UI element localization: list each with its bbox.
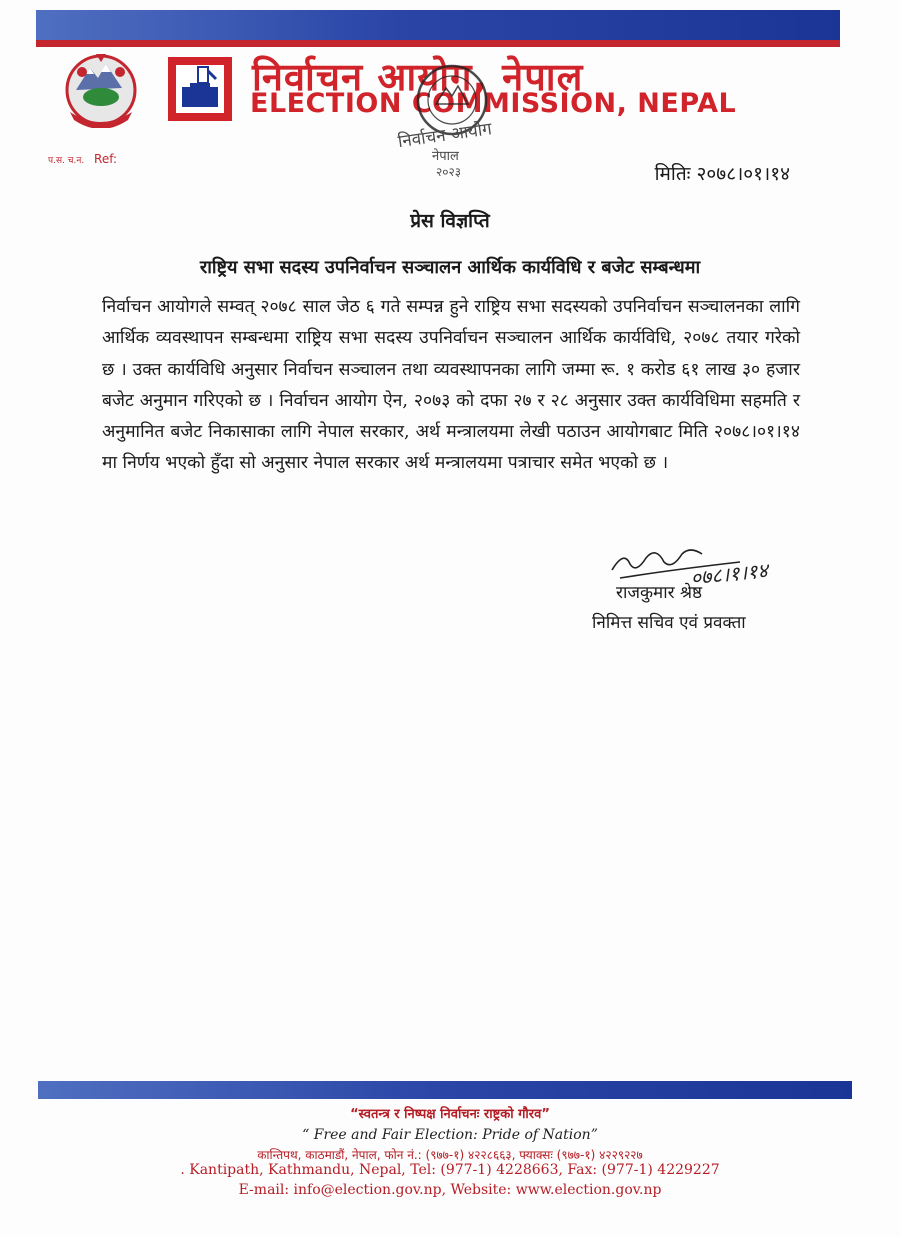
header-blue-band <box>36 10 840 40</box>
signer-name: राजकुमार श्रेष्ठ <box>616 583 703 603</box>
footer-address-nepali: कान्तिपथ, काठमाडौं, नेपाल, फोन नं.: (९७७-१) ४२२८६६३, फ्याक्सः (९७७-१) ४२२९२२७ <box>257 1148 643 1162</box>
press-release-heading: प्रेस विज्ञप्ति <box>410 210 490 232</box>
election-commission-logo <box>168 57 232 121</box>
reference-field <box>48 152 117 166</box>
stamp-line-1: निर्वाचन आयोग <box>396 119 494 153</box>
footer-motto-english: “ Free and Fair Election: Pride of Nation” <box>302 1127 598 1143</box>
subject-line: राष्ट्रिय सभा सदस्य उपनिर्वाचन सञ्चालन आर्थिक कार्यविधि र बजेट सम्बन्धमा <box>199 257 701 278</box>
signature-date: ०७८।१।१४ <box>689 558 769 590</box>
reference-label-english: Ref: <box>94 152 118 166</box>
nepal-emblem-icon <box>60 50 142 128</box>
footer-address-english: . Kantipath, Kathmandu, Nepal, Tel: (977-1) 4228663, Fax: (977-1) 4229227 <box>180 1162 720 1178</box>
footer-contact: E-mail: info@election.gov.np, Website: www.election.gov.np <box>238 1182 662 1198</box>
letterhead-title-nepali: निर्वाचन आयोग, नेपाल <box>252 55 584 99</box>
stamp-line-2: नेपाल <box>432 149 459 164</box>
footer-motto-nepali: “स्वतन्त्र र निष्पक्ष निर्वाचनः राष्ट्रको गौरव” <box>350 1107 550 1122</box>
footer-blue-band <box>38 1081 852 1099</box>
reference-label-nepali: प.स. च.न. <box>48 156 85 166</box>
letterhead-title-english: ELECTION COMMISSION, NEPAL <box>250 88 737 119</box>
signer-title: निमित्त सचिव एवं प्रवक्ता <box>592 613 746 633</box>
header-red-stripe <box>36 40 840 47</box>
official-stamp <box>390 58 510 183</box>
stamp-line-3: २०२३ <box>436 165 461 179</box>
document-date: मितिः २०७८।०१।१४ <box>654 163 790 185</box>
body-paragraph: निर्वाचन आयोगले सम्वत् २०७८ साल जेठ ६ गते सम्पन्न हुने राष्ट्रिय सभा सदस्यको उपनिर्वाचन सञ्चालनका लागि आर्थिक व्यवस्थापन सम्बन्धमा राष्ट्रिय सभा सदस्य उपनिर्वाचन सञ्चालन आर्थिक कार्यविधि, २०७८ तयार गरेको छ । उक्त कार्यविधि अनुसार निर्वाचन सञ्चालन तथा व्यवस्थापनका लागि जम्मा रू. १ करोड ६१ लाख ३० हजार बजेट अनुमान गरिएको छ । निर्वाचन आयोग ऐन, २०७३ को दफा २७ र २८ अनुसार उक्त कार्यविधिमा सहमति र अनुमानित बजेट निकासाका लागि नेपाल सरकार, अर्थ मन्त्रालयमा लेखी पठाउन आयोगबाट मिति २०७८।०१।१४ मा निर्णय भएको हुँदा सो अनुसार नेपाल सरकार अर्थ मन्त्रालयमा पत्राचार समेत भएको छ । <box>102 297 800 474</box>
